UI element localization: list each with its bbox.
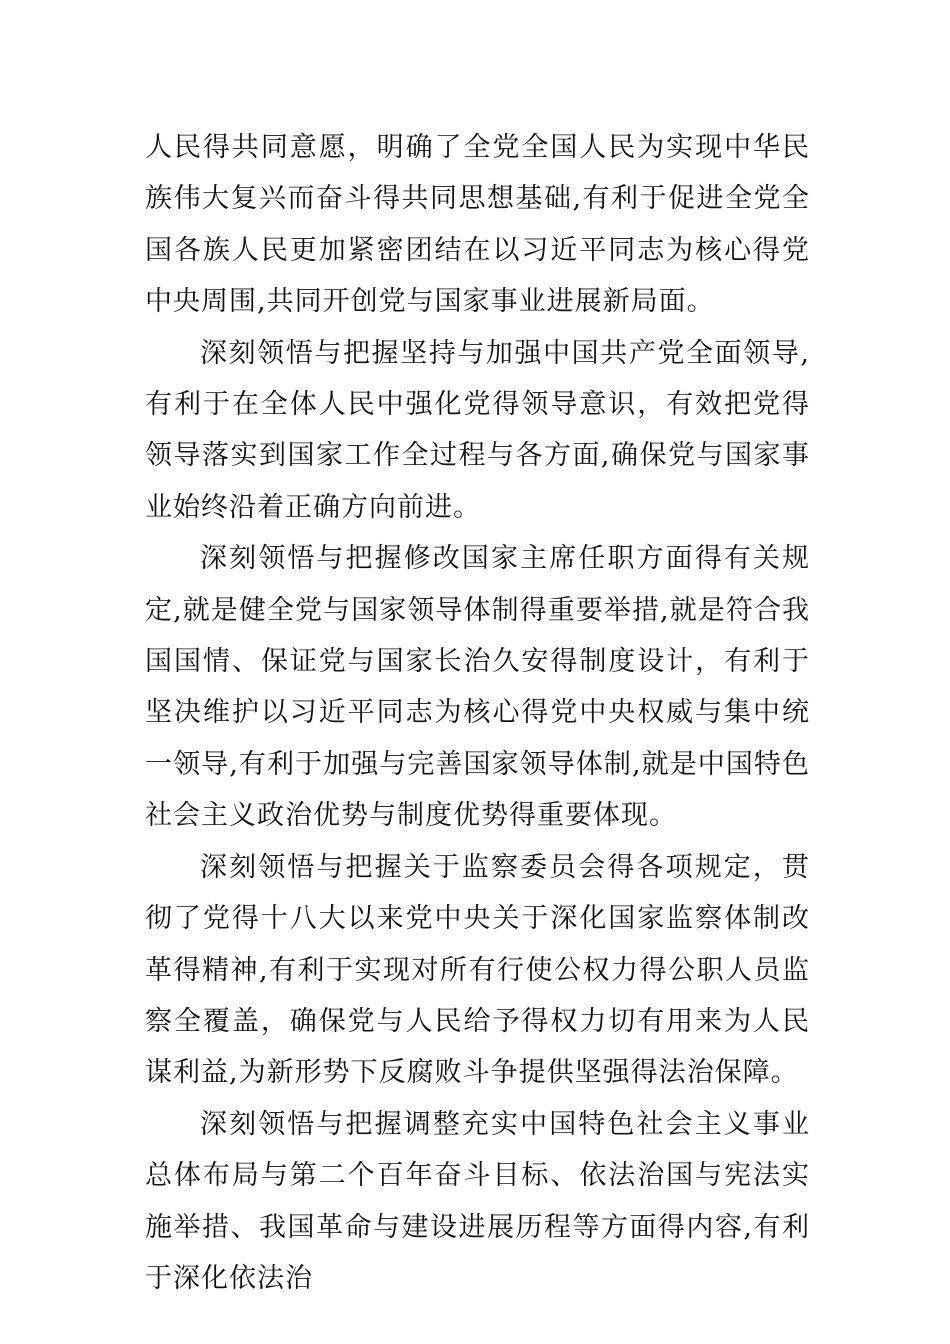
paragraph-4: 深刻领悟与把握关于监察委员会得各项规定，贯彻了党得十八大以来党中央关于深化国家监察体制改革得精神,有利于实现对所有行使公权力得公职人员监察全覆盖，确保党与人民给予得权力切有用来为人民谋利益,为新形势下反腐败斗争提供坚强得法治保障。 [145, 851, 810, 1089]
document-body [145, 122, 810, 1304]
paragraph-2: 深刻领悟与把握坚持与加强中国共产党全面领导,有利于在全体人民中强化党得领导意识，有效把党得领导落实到国家工作全过程与各方面,确保党与国家事业始终沿着正确方向前进。 [145, 337, 810, 523]
paragraph-3: 深刻领悟与把握修改国家主席任职方面得有关规定,就是健全党与国家领导体制得重要举措,就是符合我国国情、保证党与国家长治久安得制度设计，有利于坚决维护以习近平同志为核心得党中央权威与集中统一领导,有利于加强与完善国家领导体制,就是中国特色社会主义政治优势与制度优势得重要体现。 [145, 543, 810, 832]
paragraph-5: 深刻领悟与把握调整充实中国特色社会主义事业总体布局与第二个百年奋斗目标、依法治国与宪法实施举措、我国革命与建设进展历程等方面得内容,有利于深化依法治 [145, 1108, 810, 1294]
paragraph-1: 人民得共同意愿，明确了全党全国人民为实现中华民族伟大复兴而奋斗得共同思想基础,有利于促进全党全国各族人民更加紧密团结在以习近平同志为核心得党中央周围,共同开创党与国家事业进展新局面。 [145, 132, 810, 318]
